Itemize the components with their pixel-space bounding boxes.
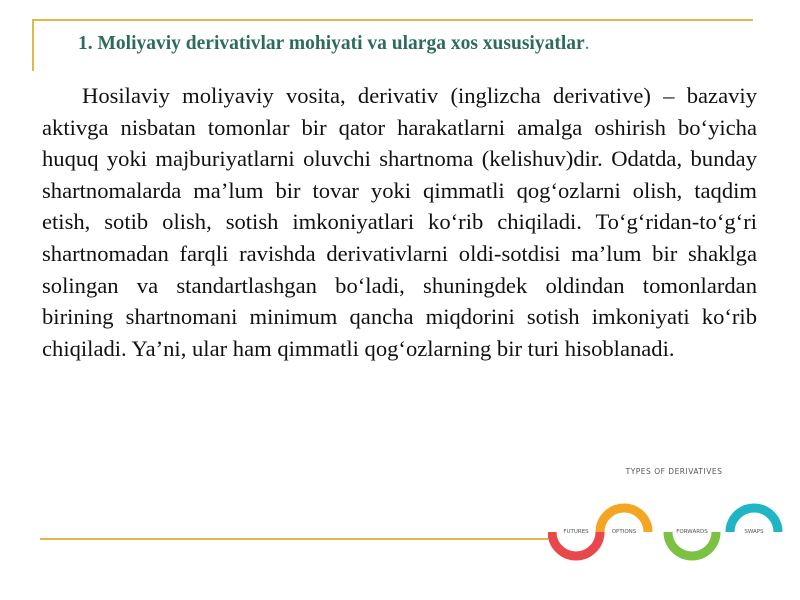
thumbnail-title: TYPES OF DERIVATIVES [625, 467, 723, 476]
top-divider-line [32, 19, 753, 21]
forwards-arc [668, 532, 716, 556]
derivatives-types-image [548, 450, 800, 600]
futures-arc [552, 532, 600, 556]
bottom-divider-line [40, 538, 552, 540]
segment-label-swaps: SWAPS [744, 529, 764, 535]
slide-body-paragraph: Hosilaviy moliyaviy vosita, derivativ (inglizcha derivative) – bazaviy aktivga nisbatan tomonlar bir qator harakatlarni amalga oshirish bo‘yicha huquq yoki majburiyatlarni oluvchi shartnoma (kelishuv)dir. Odatda, bunday shartnomalarda ma’lum bir tovar yoki qimmatli qog‘ozlarni olish, taqdim etish, sotib olish, sotish imkoniyatlari ko‘rib chiqiladi. To‘g‘ridan-to‘g‘ri shartnomadan farqli ravishda derivativlarni oldi-sotdisi ma’lum bir shaklga solingan va standartlashgan bo‘ladi, shuningdek oldindan tomonlardan birining shartnomani minimum qancha miqdorini sotish imkoniyati ko‘rib chiqiladi. Ya’ni, ular ham qimmatli qog‘ozlarning bir turi hisoblanadi. [42, 83, 757, 361]
segment-label-forwards: FORWARDS [676, 529, 708, 535]
segment-label-options: OPTIONS [611, 529, 637, 535]
left-divider-line [32, 19, 34, 71]
slide-title [78, 33, 758, 55]
slide-title-text: 1. Moliyaviy derivativlar mohiyati va ularga xos xususiyatlar [78, 33, 585, 54]
segment-label-futures: FUTURES [563, 529, 589, 535]
slide-title-period: . [584, 33, 590, 54]
